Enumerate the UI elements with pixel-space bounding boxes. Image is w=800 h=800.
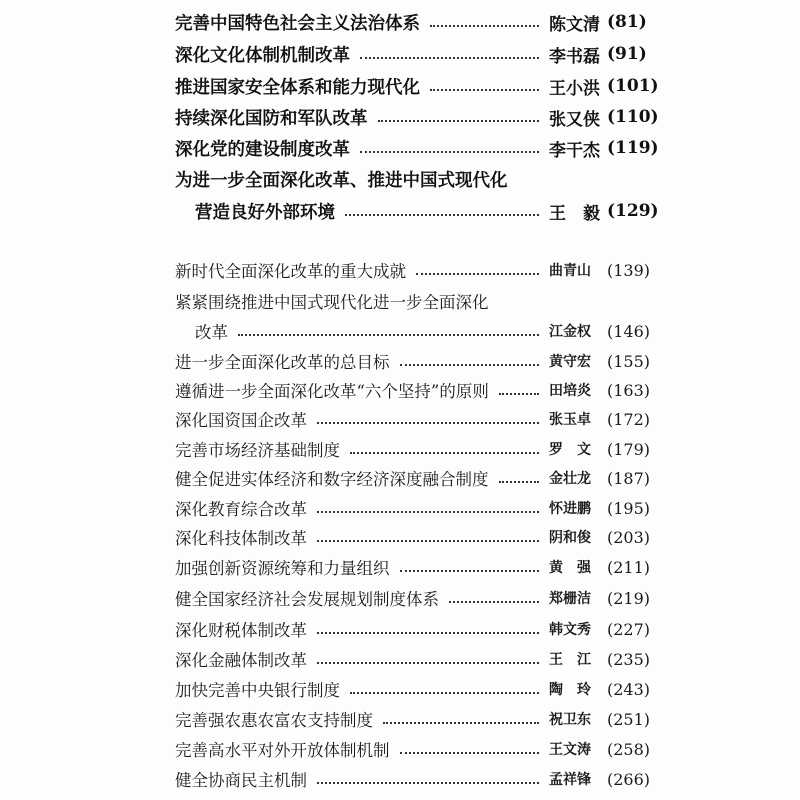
toc-entry-title: 深化财税体制改革: [175, 621, 307, 640]
toc-entry[interactable]: [175, 39, 655, 69]
toc-entry[interactable]: [175, 133, 655, 163]
dot-leader: [499, 393, 539, 395]
dot-leader: [400, 570, 540, 572]
toc-entry-page: ( 195 ): [607, 499, 655, 518]
toc-entry-first-line[interactable]: [175, 286, 655, 316]
toc-entry[interactable]: [175, 764, 655, 794]
dot-leader: [360, 151, 539, 153]
toc-entry-page: ( 163 ): [607, 381, 655, 400]
toc-entry-page: ( 251 ): [607, 710, 655, 729]
toc-entry-title: 健全协商民主机制: [175, 771, 307, 790]
dot-leader: [350, 452, 539, 454]
toc-entry[interactable]: [175, 255, 655, 285]
dot-leader: [238, 334, 539, 336]
toc-entry[interactable]: [175, 522, 655, 552]
toc-entry-author: 罗 文: [549, 442, 591, 458]
toc-entry[interactable]: [175, 434, 655, 464]
toc-entry-page: ( 179 ): [607, 440, 655, 459]
toc-entry-author: 王文涛: [549, 742, 591, 758]
toc-entry-title: 完善高水平对外开放体制机制: [175, 741, 390, 760]
dot-leader: [383, 722, 539, 724]
toc-entry-author: 张玉卓: [549, 412, 591, 428]
toc-entry-page: ( 219 ): [607, 589, 655, 608]
dot-leader: [350, 692, 539, 694]
toc-entry-title: 完善市场经济基础制度: [175, 441, 340, 460]
toc-entry[interactable]: [175, 375, 655, 405]
toc-entry-page: ( 187 ): [607, 469, 655, 488]
toc-entry-author: 李书磊: [549, 46, 600, 67]
toc-entry-author: 李干杰: [549, 140, 600, 161]
toc-entry-author: 张又侠: [549, 109, 600, 130]
toc-entry-title: 深化党的建设制度改革: [175, 139, 350, 160]
toc-entry[interactable]: [175, 102, 655, 132]
toc-entry-title: 深化教育综合改革: [175, 500, 307, 519]
toc-entry-title: 紧紧围绕推进中国式现代化进一步全面深化: [175, 293, 489, 312]
toc-entry-author: 田培炎: [549, 383, 591, 399]
toc-entry-author: 王 毅: [549, 203, 600, 224]
toc-entry[interactable]: [175, 644, 655, 674]
dot-leader: [499, 481, 540, 483]
toc-entry-author: 金壮龙: [549, 471, 591, 487]
toc-entry-author: 陈文清: [549, 14, 600, 35]
dot-leader: [317, 632, 539, 634]
toc-entry-page: ( 110 ): [607, 107, 655, 127]
toc-entry-page: ( 139 ): [607, 261, 655, 280]
toc-entry-first-line[interactable]: [175, 164, 655, 194]
toc-entry-author: 郑栅洁: [549, 591, 591, 607]
toc-entry[interactable]: [175, 583, 655, 613]
toc-entry-title: 深化文化体制机制改革: [175, 45, 350, 66]
toc-entry[interactable]: [175, 196, 655, 226]
toc-entry[interactable]: [175, 404, 655, 434]
toc-entry-page: ( 172 ): [607, 410, 655, 429]
toc-entry-title: 新时代全面深化改革的重大成就: [175, 262, 406, 281]
toc-entry-author: 怀进鹏: [549, 501, 591, 517]
dot-leader: [317, 422, 539, 424]
toc-entry-author: 王小洪: [549, 78, 600, 99]
toc-entry-title: 进一步全面深化改革的总目标: [175, 353, 390, 372]
dot-leader: [400, 364, 540, 366]
toc-entry-title-continued: 营造良好外部环境: [195, 202, 335, 223]
toc-entry-title: 健全促进实体经济和数字经济深度融合制度: [175, 470, 489, 489]
toc-entry[interactable]: [175, 674, 655, 704]
dot-leader: [360, 57, 539, 59]
toc-entry-title: 持续深化国防和军队改革: [175, 108, 368, 129]
toc-entry[interactable]: [175, 346, 655, 376]
toc-entry-title: 为进一步全面深化改革、推进中国式现代化: [175, 170, 508, 191]
dot-leader: [317, 782, 539, 784]
toc-entry-title: 深化金融体制改革: [175, 651, 307, 670]
toc-entry-page: ( 129 ): [607, 201, 655, 221]
toc-entry-title: 完善强农惠农富农支持制度: [175, 711, 373, 730]
toc-entry-title-continued: 改革: [195, 323, 228, 342]
toc-entry-title: 健全国家经济社会发展规划制度体系: [175, 590, 439, 609]
dot-leader: [378, 120, 540, 122]
toc-entry-page: ( 101 ): [607, 76, 655, 96]
dot-leader: [449, 601, 539, 603]
toc-entry-author: 江金权: [549, 324, 591, 340]
toc-entry-page: ( 243 ): [607, 680, 655, 699]
toc-entry-author: 韩文秀: [549, 622, 591, 638]
toc-entry-page: ( 266 ): [607, 770, 655, 789]
toc-entry-author: 孟祥锋: [549, 772, 591, 788]
toc-entry-title: 加强创新资源统筹和力量组织: [175, 559, 390, 578]
toc-entry-author: 陶 玲: [549, 682, 591, 698]
toc-entry-author: 曲青山: [549, 263, 591, 279]
toc-entry[interactable]: [175, 316, 655, 346]
dot-leader: [317, 511, 539, 513]
toc-entry-author: 黄守宏: [549, 354, 591, 370]
toc-entry-title: 完善中国特色社会主义法治体系: [175, 13, 420, 34]
toc-entry[interactable]: [175, 493, 655, 523]
toc-entry-title: 加快完善中央银行制度: [175, 681, 340, 700]
toc-entry[interactable]: [175, 704, 655, 734]
dot-leader: [430, 25, 539, 27]
toc-entry-page: ( 211 ): [607, 558, 655, 577]
toc-entry-title: 遵循进一步全面深化改革“六个坚持”的原则: [175, 382, 489, 401]
dot-leader: [345, 214, 539, 216]
toc-entry-author: 王 江: [549, 652, 591, 668]
dot-leader: [416, 273, 539, 275]
toc-entry-page: ( 203 ): [607, 528, 655, 547]
toc-entry[interactable]: [175, 7, 655, 37]
toc-entry[interactable]: [175, 71, 655, 101]
toc-entry-page: ( 146 ): [607, 322, 655, 341]
toc-entry-page: ( 119 ): [607, 138, 655, 158]
toc-entry-author: 黄 强: [549, 560, 591, 576]
toc-entry[interactable]: [175, 552, 655, 582]
toc-entry-page: ( 227 ): [607, 620, 655, 639]
toc-entry-author: 祝卫东: [549, 712, 591, 728]
toc-entry-title: 推进国家安全体系和能力现代化: [175, 77, 420, 98]
toc-entry-page: ( 91 ): [607, 44, 655, 64]
toc-entry[interactable]: [175, 614, 655, 644]
toc-entry-page: ( 155 ): [607, 352, 655, 371]
toc-entry-page: ( 258 ): [607, 740, 655, 759]
dot-leader: [400, 752, 540, 754]
dot-leader: [430, 89, 539, 91]
toc-entry-title: 深化国资国企改革: [175, 411, 307, 430]
toc-entry-page: ( 81 ): [607, 12, 655, 32]
toc-entry-title: 深化科技体制改革: [175, 529, 307, 548]
dot-leader: [317, 540, 539, 542]
dot-leader: [317, 662, 539, 664]
toc-entry-page: ( 235 ): [607, 650, 655, 669]
toc-entry[interactable]: [175, 463, 655, 493]
toc-entry[interactable]: [175, 734, 655, 764]
toc-entry-author: 阴和俊: [549, 530, 591, 546]
